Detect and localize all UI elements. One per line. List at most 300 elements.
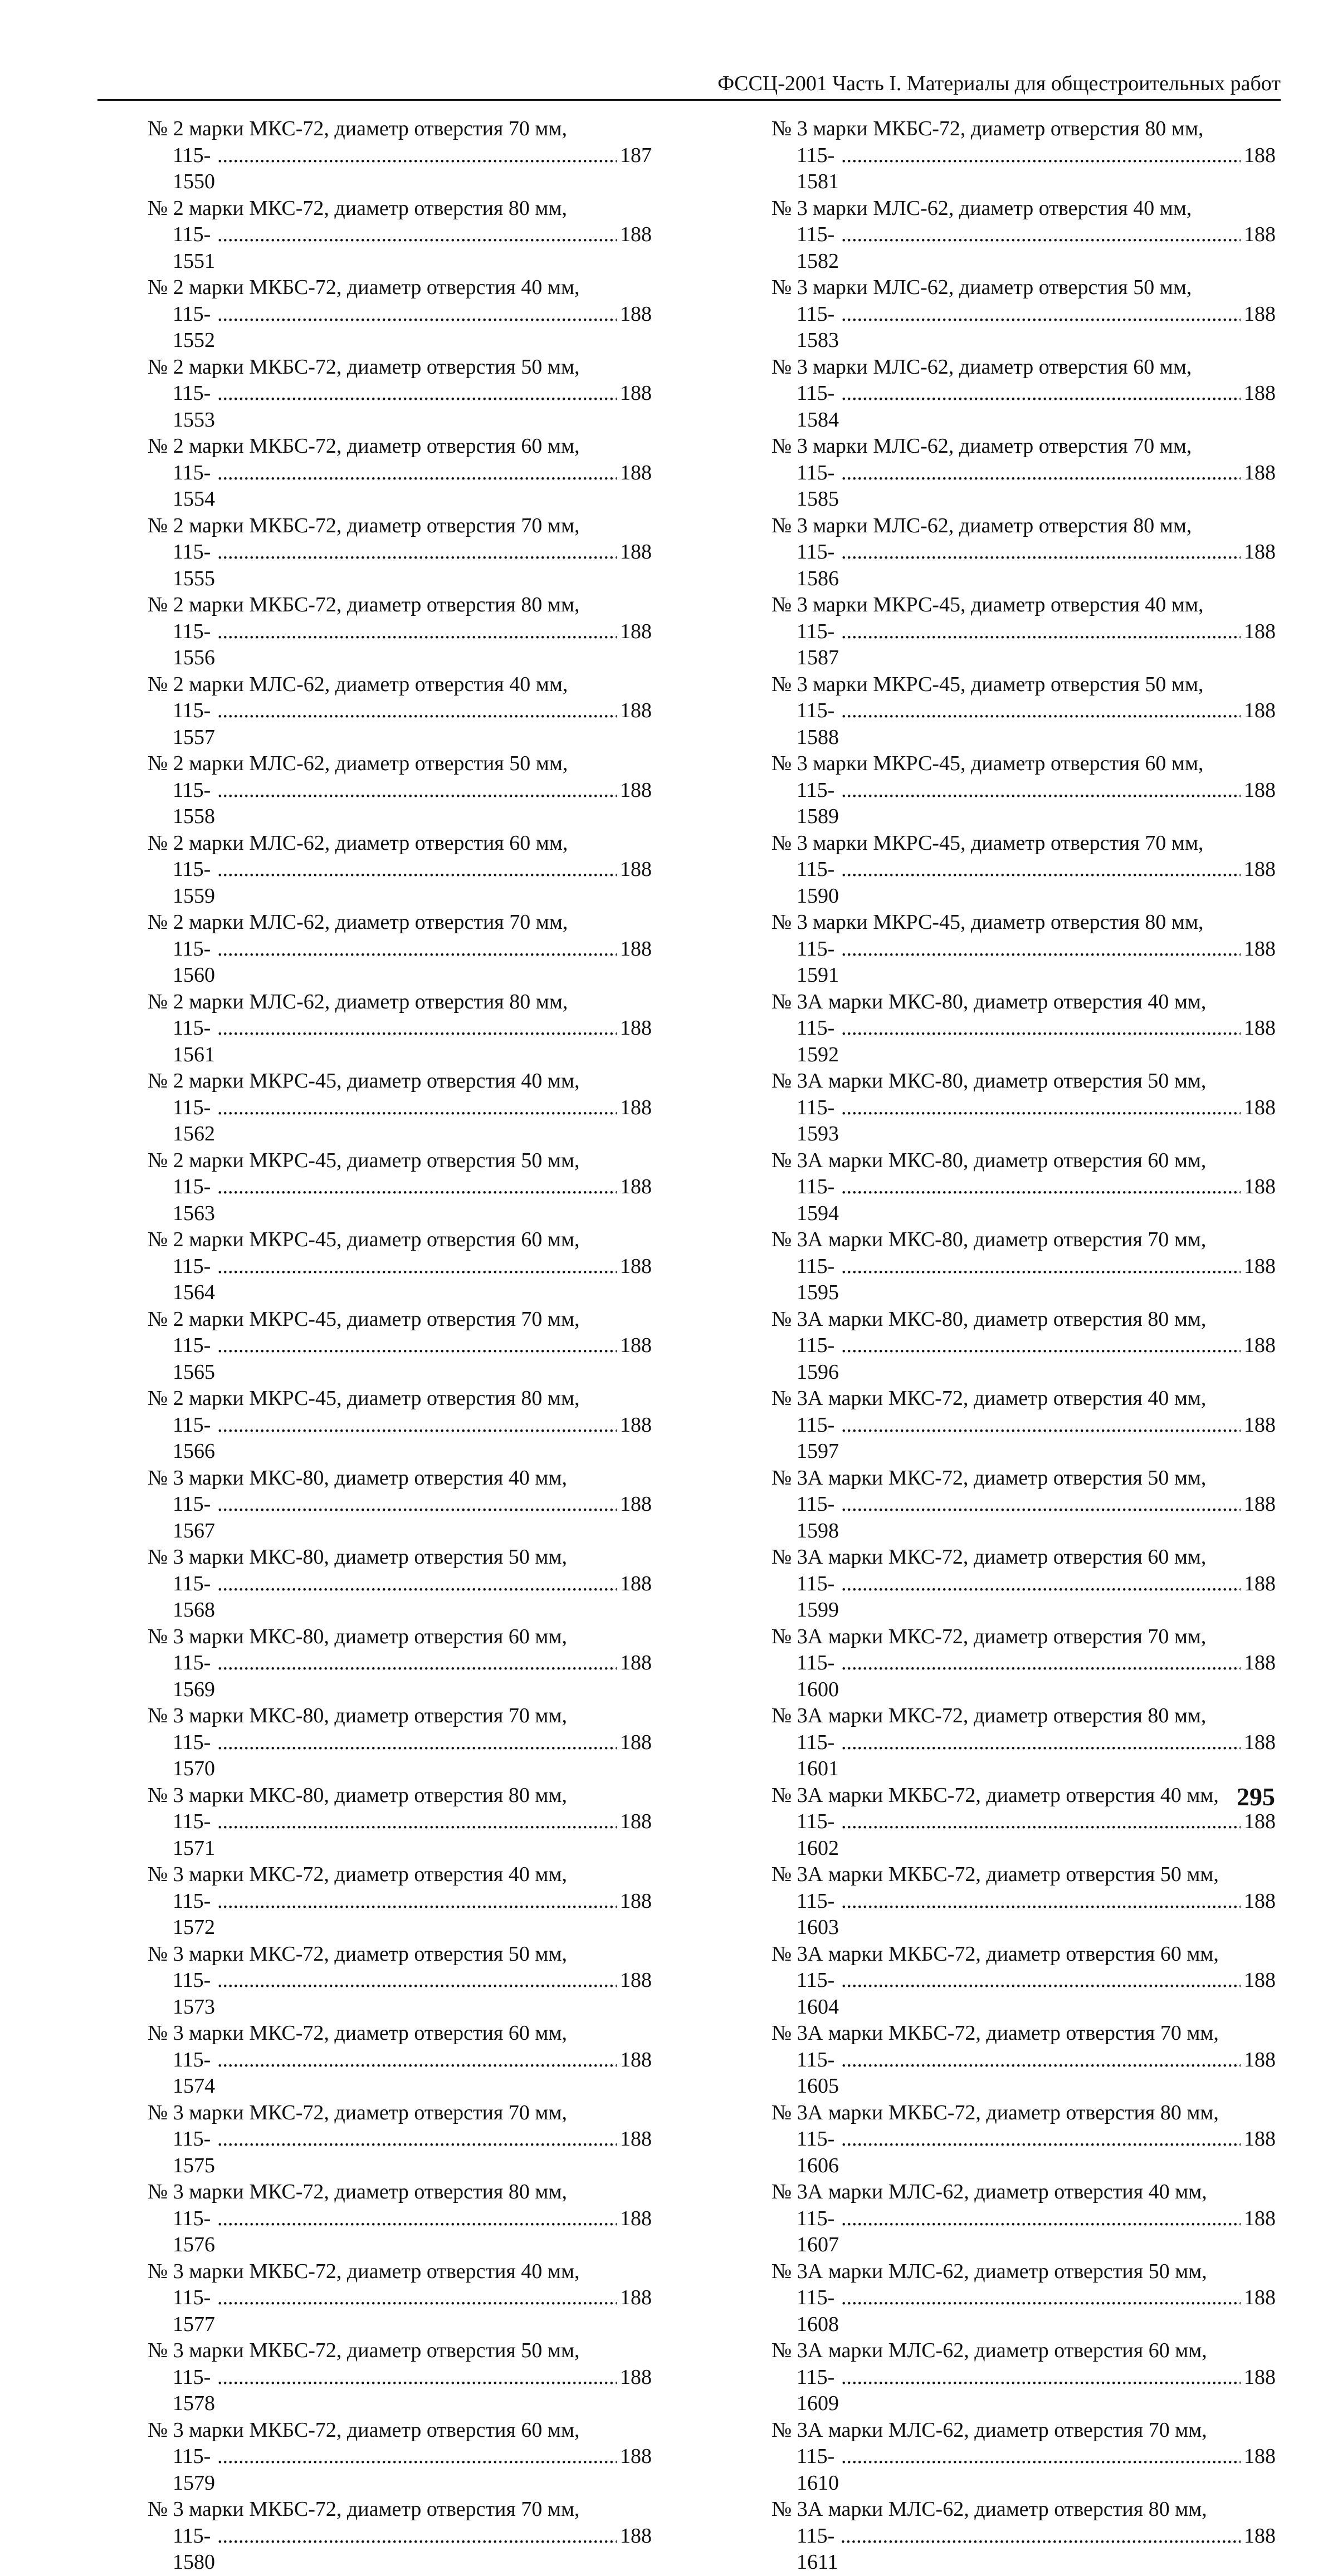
dot-leader: [841, 1967, 1241, 1994]
dot-leader: [217, 777, 617, 804]
dot-leader: [841, 1730, 1241, 1756]
dot-leader: [841, 1491, 1241, 1518]
entry-page: 188: [620, 1730, 652, 1754]
dot-leader: [841, 619, 1241, 645]
index-entry: [772, 2496, 1276, 2576]
entry-page: 188: [1244, 778, 1276, 802]
entry-page: 188: [620, 1095, 652, 1119]
entry-reference: [772, 1015, 1276, 1068]
index-entry: [772, 1227, 1276, 1306]
index-entry: [772, 2179, 1276, 2259]
entry-title: № 2 марки МКС-72, диаметр отверстия 80 мм,: [148, 196, 567, 220]
entry-page: 188: [620, 1968, 652, 1992]
entry-code: 115-1554: [173, 461, 215, 511]
entry-title: № 2 марки МКРС-45, диаметр отверстия 50 мм,: [148, 1148, 580, 1172]
entry-page: 188: [620, 778, 652, 802]
entry-title: № 3 марки МКС-80, диаметр отверстия 60 мм,: [148, 1624, 567, 1648]
entry-page: 188: [620, 937, 652, 961]
entry-code: 115-1563: [173, 1175, 215, 1225]
dot-leader: [217, 2047, 617, 2074]
entry-page: 188: [620, 858, 652, 881]
entry-reference: [148, 2206, 652, 2259]
entry-code: 115-1552: [173, 302, 215, 352]
dot-leader: [841, 1333, 1241, 1359]
entry-reference: [148, 380, 652, 433]
dot-leader: [841, 2047, 1241, 2074]
entry-reference: [148, 2047, 652, 2100]
entry-page: 188: [1244, 2127, 1276, 2151]
entry-page: 188: [620, 2286, 652, 2309]
entry-reference: [772, 2047, 1276, 2100]
entry-title: № 3А марки МКС-72, диаметр отверстия 80 мм,: [772, 1704, 1207, 1727]
dot-leader: [841, 539, 1241, 566]
entry-code: 115-1607: [797, 2206, 839, 2256]
entry-title: № 3 марки МКБС-72, диаметр отверстия 80 мм,: [772, 117, 1204, 140]
entry-reference: [148, 2285, 652, 2338]
entry-code: 115-1583: [797, 302, 839, 352]
entry-page: 188: [620, 2365, 652, 2389]
entry-page: 188: [1244, 461, 1276, 484]
entry-code: 115-1603: [797, 1889, 839, 1939]
index-entry: [148, 1068, 652, 1148]
entry-title: № 3А марки МКС-72, диаметр отверстия 50 мм,: [772, 1466, 1207, 1490]
entry-page: 188: [1244, 381, 1276, 405]
entry-code: 115-1574: [173, 2048, 215, 2098]
dot-leader: [217, 2443, 617, 2470]
entry-reference: [148, 1730, 652, 1782]
entry-page: 188: [620, 1175, 652, 1198]
index-entry: [772, 672, 1276, 751]
entry-title: № 3А марки МКС-80, диаметр отверстия 50 мм,: [772, 1069, 1207, 1093]
entry-code: 115-1605: [797, 2048, 839, 2098]
entry-page: 188: [1244, 1175, 1276, 1198]
entry-reference: [772, 2523, 1276, 2576]
header-title: ФССЦ-2001 Часть I. Материалы для общестроительных работ: [717, 72, 1281, 95]
entry-code: 115-1604: [797, 1968, 839, 2019]
entry-reference: [772, 1174, 1276, 1227]
entry-page: 188: [1244, 1254, 1276, 1278]
entry-page: 188: [1244, 1571, 1276, 1595]
entry-page: 188: [620, 1810, 652, 1833]
entry-title: № 3 марки МКС-80, диаметр отверстия 70 мм,: [148, 1704, 567, 1727]
entry-title: № 3 марки МКС-80, диаметр отверстия 40 мм,: [148, 1466, 567, 1490]
index-entry: [772, 1385, 1276, 1465]
entry-reference: [772, 539, 1276, 592]
entry-title: № 2 марки МЛС-62, диаметр отверстия 60 мм,: [148, 831, 568, 855]
index-entry: [148, 1385, 652, 1465]
entry-code: 115-1571: [173, 1810, 215, 1860]
entry-code: 115-1575: [173, 2127, 215, 2177]
entry-title: № 3 марки МКБС-72, диаметр отверстия 70 мм,: [148, 2497, 580, 2521]
dot-leader: [841, 698, 1241, 724]
entry-title: № 3А марки МКБС-72, диаметр отверстия 80 мм,: [772, 2100, 1219, 2124]
entry-code: 115-1594: [797, 1175, 839, 1225]
entry-title: № 2 марки МКБС-72, диаметр отверстия 70 мм,: [148, 513, 580, 537]
entry-page: 188: [620, 1889, 652, 1913]
entry-title: № 3 марки МКС-72, диаметр отверстия 50 мм,: [148, 1942, 567, 1966]
entry-code: 115-1557: [173, 699, 215, 749]
entry-reference: [772, 1412, 1276, 1465]
entry-reference: [772, 1730, 1276, 1782]
entry-page: 188: [1244, 2286, 1276, 2309]
entry-code: 115-1587: [797, 619, 839, 669]
entry-page: 188: [1244, 1810, 1276, 1833]
dot-leader: [217, 1412, 617, 1439]
entry-page: 188: [1244, 1492, 1276, 1516]
entry-reference: [772, 777, 1276, 830]
entry-code: 115-1584: [797, 381, 839, 432]
entry-page: 188: [1244, 223, 1276, 246]
entry-code: 115-1569: [173, 1651, 215, 1701]
index-entry: [148, 513, 652, 592]
entry-reference: [148, 460, 652, 513]
index-entry: [148, 751, 652, 830]
index-entry: [148, 1227, 652, 1306]
entry-title: № 3 марки МКБС-72, диаметр отверстия 60 мм,: [148, 2418, 580, 2442]
entry-page: 188: [1244, 1968, 1276, 1992]
entry-reference: [772, 1095, 1276, 1148]
dot-leader: [841, 301, 1241, 328]
entry-reference: [772, 1650, 1276, 1703]
index-entry: [772, 989, 1276, 1069]
entry-code: 115-1579: [173, 2445, 215, 2495]
entry-page: 188: [1244, 2206, 1276, 2230]
entry-title: № 3 марки МКС-80, диаметр отверстия 80 мм,: [148, 1783, 567, 1807]
entry-page: 188: [620, 461, 652, 484]
index-entry: [772, 2100, 1276, 2180]
index-entry: [148, 1941, 652, 2021]
entry-title: № 3 марки МЛС-62, диаметр отверстия 70 мм,: [772, 434, 1192, 458]
entry-code: 115-1609: [797, 2365, 839, 2415]
entry-code: 115-1558: [173, 778, 215, 828]
entry-reference: [148, 2523, 652, 2576]
entry-reference: [148, 1809, 652, 1862]
entry-code: 115-1602: [797, 1810, 839, 1860]
entry-reference: [148, 777, 652, 830]
entry-reference: [772, 1571, 1276, 1624]
index-column-right: [772, 116, 1276, 2576]
entry-title: № 2 марки МКРС-45, диаметр отверстия 40 мм,: [148, 1069, 580, 1093]
index-entry: [148, 1306, 652, 1386]
entry-code: 115-1597: [797, 1413, 839, 1463]
index-entry: [148, 2259, 652, 2338]
entry-reference: [772, 301, 1276, 354]
dot-leader: [217, 1730, 617, 1756]
dot-leader: [217, 1491, 617, 1518]
index-column-left: [148, 116, 652, 2576]
entry-reference: [772, 2206, 1276, 2259]
index-entry: [772, 830, 1276, 910]
entry-title: № 2 марки МКС-72, диаметр отверстия 70 мм,: [148, 117, 567, 140]
index-entry: [148, 2100, 652, 2180]
index-entry: [772, 116, 1276, 195]
dot-leader: [841, 2523, 1241, 2550]
entry-title: № 2 марки МЛС-62, диаметр отверстия 50 мм,: [148, 752, 568, 775]
dot-leader: [841, 143, 1241, 169]
dot-leader: [841, 856, 1241, 883]
entry-code: 115-1582: [797, 223, 839, 273]
entry-code: 115-1601: [797, 1730, 839, 1780]
entry-page: 188: [1244, 1413, 1276, 1437]
entry-page: 188: [620, 2127, 652, 2151]
entry-title: № 3 марки МКС-72, диаметр отверстия 60 мм,: [148, 2021, 567, 2045]
dot-leader: [841, 2285, 1241, 2311]
index-entry: [148, 2179, 652, 2259]
entry-title: № 3А марки МКБС-72, диаметр отверстия 70 мм,: [772, 2021, 1219, 2045]
entry-code: 115-1580: [173, 2524, 215, 2574]
index-entry: [148, 1703, 652, 1782]
entry-page: 188: [620, 1334, 652, 1357]
entry-title: № 3 марки МКРС-45, диаметр отверстия 80 мм,: [772, 910, 1204, 934]
entry-title: № 3А марки МКС-72, диаметр отверстия 70 мм,: [772, 1624, 1207, 1648]
entry-page: 188: [1244, 699, 1276, 722]
entry-title: № 3А марки МЛС-62, диаметр отверстия 60 мм,: [772, 2339, 1207, 2362]
entry-title: № 3 марки МКРС-45, диаметр отверстия 50 мм,: [772, 672, 1204, 696]
entry-reference: [148, 1333, 652, 1385]
dot-leader: [841, 2443, 1241, 2470]
entry-code: 115-1593: [797, 1095, 839, 1145]
entry-title: № 3 марки МКС-80, диаметр отверстия 50 мм,: [148, 1545, 567, 1569]
entry-page: 188: [620, 1651, 652, 1674]
entry-title: № 3А марки МКБС-72, диаметр отверстия 40 мм,: [772, 1783, 1219, 1807]
entry-reference: [772, 698, 1276, 751]
index-entry: [772, 909, 1276, 989]
dot-leader: [841, 1412, 1241, 1439]
dot-leader: [841, 380, 1241, 407]
entry-reference: [772, 856, 1276, 909]
entry-title: № 3А марки МКС-80, диаметр отверстия 60 мм,: [772, 1148, 1207, 1172]
entry-code: 115-1585: [797, 461, 839, 511]
dot-leader: [217, 1333, 617, 1359]
dot-leader: [841, 1571, 1241, 1598]
entry-title: № 2 марки МЛС-62, диаметр отверстия 80 мм,: [148, 990, 568, 1013]
page-number: 295: [1237, 1782, 1275, 1811]
dot-leader: [217, 2523, 617, 2550]
entry-page: 188: [1244, 1095, 1276, 1119]
entry-code: 115-1589: [797, 778, 839, 828]
index-entry: [148, 989, 652, 1069]
dot-leader: [217, 2126, 617, 2153]
dot-leader: [217, 143, 617, 169]
dot-leader: [841, 777, 1241, 804]
index-entry: [148, 275, 652, 354]
entry-code: 115-1592: [797, 1016, 839, 1066]
entry-page: 188: [620, 302, 652, 326]
index-entry: [772, 1862, 1276, 1941]
entry-code: 115-1559: [173, 858, 215, 908]
dot-leader: [841, 1809, 1241, 1835]
dot-leader: [217, 460, 617, 487]
index-entry: [148, 354, 652, 434]
entry-page: 188: [1244, 143, 1276, 167]
index-entry: [772, 2417, 1276, 2497]
entry-code: 115-1599: [797, 1571, 839, 1622]
entry-code: 115-1577: [173, 2286, 215, 2336]
index-entry: [772, 1941, 1276, 2021]
dot-leader: [217, 539, 617, 566]
entry-title: № 3А марки МЛС-62, диаметр отверстия 50 мм,: [772, 2259, 1207, 2283]
entry-page: 188: [1244, 619, 1276, 643]
entry-code: 115-1581: [797, 143, 839, 193]
dot-leader: [217, 1888, 617, 1915]
entry-page: 188: [620, 540, 652, 564]
entry-code: 115-1578: [173, 2365, 215, 2415]
entry-reference: [148, 1412, 652, 1465]
dot-leader: [841, 2126, 1241, 2153]
dot-leader: [217, 619, 617, 645]
entry-title: № 3 марки МЛС-62, диаметр отверстия 80 мм,: [772, 513, 1192, 537]
entry-title: № 3 марки МКРС-45, диаметр отверстия 70 мм,: [772, 831, 1204, 855]
entry-reference: [148, 1967, 652, 2020]
index-entry: [148, 672, 652, 751]
entry-code: 115-1553: [173, 381, 215, 432]
entry-title: № 3 марки МКРС-45, диаметр отверстия 60 мм,: [772, 752, 1204, 775]
index-entry: [772, 1703, 1276, 1782]
index-entry: [772, 354, 1276, 434]
dot-leader: [217, 1967, 617, 1994]
entry-reference: [772, 2443, 1276, 2496]
dot-leader: [217, 1809, 617, 1835]
index-entry: [148, 1782, 652, 1862]
entry-reference: [148, 2126, 652, 2179]
entry-title: № 3А марки МКС-80, диаметр отверстия 70 мм,: [772, 1228, 1207, 1251]
index-entry: [772, 1782, 1276, 1862]
dot-leader: [217, 222, 617, 248]
index-entry: [148, 1544, 652, 1624]
entry-page: 188: [620, 2445, 652, 2468]
entry-title: № 3 марки МЛС-62, диаметр отверстия 40 мм,: [772, 196, 1192, 220]
entry-title: № 2 марки МКРС-45, диаметр отверстия 80 мм,: [148, 1387, 580, 1410]
entry-code: 115-1611: [797, 2524, 838, 2574]
entry-title: № 3А марки МКБС-72, диаметр отверстия 60 мм,: [772, 1942, 1219, 1966]
entry-code: 115-1564: [173, 1254, 215, 1304]
entry-reference: [772, 936, 1276, 989]
index-entry: [772, 1465, 1276, 1545]
entry-code: 115-1600: [797, 1651, 839, 1701]
entry-title: № 3 марки МКРС-45, диаметр отверстия 40 мм,: [772, 593, 1204, 616]
index-entry: [772, 751, 1276, 830]
dot-leader: [217, 301, 617, 328]
entry-code: 115-1576: [173, 2206, 215, 2256]
entry-code: 115-1570: [173, 1730, 215, 1780]
dot-leader: [217, 936, 617, 963]
entry-reference: [148, 539, 652, 592]
index-entry: [148, 116, 652, 195]
entry-page: 188: [620, 1016, 652, 1040]
index-entry: [148, 830, 652, 910]
entry-code: 115-1588: [797, 699, 839, 749]
entry-reference: [772, 1333, 1276, 1385]
entry-reference: [772, 1253, 1276, 1306]
entry-code: 115-1556: [173, 619, 215, 669]
index-entry: [148, 592, 652, 672]
entry-code: 115-1561: [173, 1016, 215, 1066]
entry-code: 115-1610: [797, 2445, 839, 2495]
entry-reference: [148, 2443, 652, 2496]
entry-reference: [772, 222, 1276, 275]
entry-page: 188: [1244, 2365, 1276, 2389]
entry-reference: [772, 1809, 1276, 1862]
index-entry: [772, 275, 1276, 354]
dot-leader: [217, 1650, 617, 1677]
dot-leader: [217, 380, 617, 407]
entry-title: № 3А марки МЛС-62, диаметр отверстия 80 мм,: [772, 2497, 1207, 2521]
index-entry: [772, 1306, 1276, 1386]
entry-title: № 3А марки МЛС-62, диаметр отверстия 40 мм,: [772, 2180, 1207, 2203]
entry-title: № 3 марки МКБС-72, диаметр отверстия 40 мм,: [148, 2259, 580, 2283]
running-header: [97, 71, 1281, 101]
entry-page: 188: [1244, 1730, 1276, 1754]
dot-leader: [217, 698, 617, 724]
entry-page: 188: [620, 2524, 652, 2548]
dot-leader: [841, 460, 1241, 487]
entry-reference: [148, 143, 652, 195]
entry-title: № 3 марки МКБС-72, диаметр отверстия 50 мм,: [148, 2339, 580, 2362]
entry-reference: [148, 698, 652, 751]
entry-page: 188: [1244, 937, 1276, 961]
entry-code: 115-1586: [797, 540, 839, 590]
entry-reference: [148, 619, 652, 672]
dot-leader: [217, 1174, 617, 1201]
index-entry: [772, 513, 1276, 592]
entry-reference: [148, 1491, 652, 1544]
entry-reference: [772, 2285, 1276, 2338]
entry-page: 187: [620, 143, 652, 167]
entry-code: 115-1596: [797, 1334, 839, 1384]
dot-leader: [217, 1095, 617, 1122]
entry-reference: [772, 460, 1276, 513]
entry-code: 115-1568: [173, 1571, 215, 1622]
entry-title: № 2 марки МКРС-45, диаметр отверстия 70 мм,: [148, 1307, 580, 1331]
entry-reference: [148, 1650, 652, 1703]
dot-leader: [841, 2206, 1241, 2232]
entry-reference: [148, 936, 652, 989]
entry-reference: [148, 2364, 652, 2417]
entry-code: 115-1598: [797, 1492, 839, 1542]
entry-reference: [148, 222, 652, 275]
dot-leader: [217, 2206, 617, 2232]
dot-leader: [841, 1095, 1241, 1122]
entry-title: № 2 марки МЛС-62, диаметр отверстия 40 мм,: [148, 672, 568, 696]
entry-page: 188: [1244, 1889, 1276, 1913]
dot-leader: [217, 1015, 617, 1042]
entry-code: 115-1572: [173, 1889, 215, 1939]
index-entry: [148, 195, 652, 275]
entry-page: 188: [620, 619, 652, 643]
entry-reference: [148, 301, 652, 354]
entry-code: 115-1560: [173, 937, 215, 987]
entry-page: 188: [1244, 2048, 1276, 2071]
entry-code: 115-1590: [797, 858, 839, 908]
entry-code: 115-1550: [173, 143, 215, 193]
index-entry: [148, 2417, 652, 2497]
entry-reference: [772, 1888, 1276, 1941]
entry-code: 115-1551: [173, 223, 215, 273]
entry-page: 188: [1244, 858, 1276, 881]
entry-title: № 2 марки МКБС-72, диаметр отверстия 50 мм,: [148, 355, 580, 379]
dot-leader: [841, 936, 1241, 963]
entry-page: 188: [620, 1413, 652, 1437]
index-entry: [772, 2338, 1276, 2417]
entry-page: 188: [620, 1492, 652, 1516]
entry-page: 188: [1244, 2445, 1276, 2468]
dot-leader: [841, 1253, 1241, 1280]
entry-title: № 3 марки МЛС-62, диаметр отверстия 50 мм,: [772, 276, 1192, 299]
entry-reference: [148, 1253, 652, 1306]
entry-title: № 2 марки МКБС-72, диаметр отверстия 40 мм,: [148, 276, 580, 299]
entry-reference: [772, 2364, 1276, 2417]
index-entry: [148, 1148, 652, 1227]
